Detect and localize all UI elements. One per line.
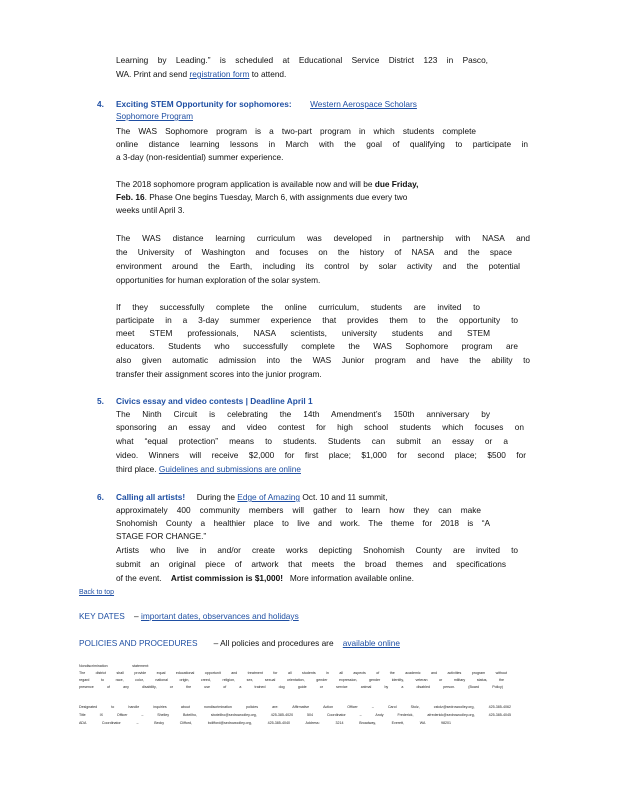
policies-label: POLICIES AND PROCEDURES xyxy=(79,638,198,648)
footer-line: The district shall provide equal educational opportunit and treatment for all students in all aspects of the academic and activities program without xyxy=(79,671,507,675)
item-5-title: Civics essay and video contests | Deadline April 1 xyxy=(116,396,313,406)
artist-commission: Artist commission is $1,000! xyxy=(170,573,283,583)
item-6-line: submit an original piece of artwork that meets the broad themes and specifications xyxy=(116,559,506,569)
intro-line-2: WA. Print and send registration form to attend. xyxy=(116,69,287,79)
item-4-p4-line: If they successfully complete the online curriculum, students are invited to xyxy=(116,302,480,312)
item-6-line: approximately 400 community members will gather to learn how they can make xyxy=(116,505,481,515)
item-4-p3-line: environment around the Earth, including its control by solar activity and the potential xyxy=(116,261,520,271)
item-4-p4-line: meet STEM professionals, NASA scientists, university students and STEM xyxy=(116,328,490,338)
back-to-top-link[interactable]: Back to top xyxy=(79,589,115,596)
item-4-p1-line: a 3-day (non-residential) summer experience. xyxy=(116,152,284,162)
footer-line: Title IX Officer – Shelley Boteilho, sboteilho@sedrowoolley.org, 425-385-4020 504 Coordinator – Andy Frederick, afrederick@sedrowoolley.org, 425-385-4045 xyxy=(79,713,511,717)
registration-form-link[interactable]: registration form xyxy=(189,69,250,79)
intro-line-1: Learning by Leading.” is scheduled at Educational Service District 123 in Pasco, xyxy=(116,55,488,65)
item-4-p4-line: educators. Students who successfully complete the WAS Sophomore program are xyxy=(116,341,518,351)
footer-line: presence of any disability, or the use of a trained dog guide or service animal by a disabled person. (Board Policy) xyxy=(79,685,503,689)
item-5-number: 5. xyxy=(97,396,104,406)
item-6-line: STAGE FOR CHANGE.” xyxy=(116,531,207,541)
item-5-line: what “equal protection” means to students. Students can submit an essay or a xyxy=(116,436,508,446)
item-5-line: The Ninth Circuit is celebrating the 14th Amendment’s 150th anniversary by xyxy=(116,409,490,419)
item-4-p1-line: online distance learning lessons in March with the goal of qualifying to participate in xyxy=(116,139,528,149)
footer-line: regard to race, color, national origin, creed, religion, sex, sexual orientation, gender expression, gender identity, veteran or military status, the xyxy=(79,678,504,682)
footer-line: Designated to handle inquiries about nondiscrimination policies are: Affirmative Action Officer – Carol Stolz, cstolz@sedrowoolley.org, 425-385-4062 xyxy=(79,705,511,709)
due-date: due Friday, xyxy=(374,179,419,189)
guidelines-link[interactable]: Guidelines and submissions are online xyxy=(158,464,301,474)
item-4-p2-line: Feb. 16. Phase One begins Tuesday, March 6, with assignments due every two xyxy=(116,192,408,202)
item-5-line: video. Winners will receive $2,000 for first place; $1,000 for second place; $500 for xyxy=(116,450,526,460)
item-5-line: third place. Guidelines and submissions are online xyxy=(116,464,301,474)
item-6-title: Calling all artists! xyxy=(116,492,186,502)
item-4-p3-line: The WAS distance learning curriculum was developed in partnership with NASA and xyxy=(116,233,530,243)
western-aerospace-link[interactable]: Western Aerospace Scholars xyxy=(310,99,417,109)
key-dates-label: KEY DATES xyxy=(79,611,125,621)
item-4-p4-line: participate in a 3-day summer experience that provides them to the opportunity to xyxy=(116,315,518,325)
policies-online-link[interactable]: available online xyxy=(342,638,400,648)
edge-of-amazing-link[interactable]: Edge of Amazing xyxy=(237,492,301,502)
item-4-p1-line: The WAS Sophomore program is a two-part program in which students complete xyxy=(116,126,476,136)
item-4-p4-line: transfer their assignment scores into the junior program. xyxy=(116,369,322,379)
item-6-line: Snohomish County a healthier place to live and work. The theme for 2018 is “A xyxy=(116,518,490,528)
item-4-number: 4. xyxy=(97,99,104,109)
footer-line: ADA Coordinator – Becky Clifford, bclifford@sedrowoolley.org, 425-385-4040 Address: 3214 Broadway, Everett, WA 98201 xyxy=(79,721,451,725)
item-6-number: 6. xyxy=(97,492,104,502)
important-dates-link[interactable]: important dates, observances and holidays xyxy=(140,611,299,621)
item-6-title-line: Calling all artists! During the Edge of Amazing Oct. 10 and 11 summit, xyxy=(116,492,388,502)
item-4-p2-line: weeks until April 3. xyxy=(116,205,185,215)
policies-line: POLICIES AND PROCEDURES – All policies and procedures are available online xyxy=(79,638,400,648)
item-6-line: Artists who live in and/or create works depicting Snohomish County are invited to xyxy=(116,545,518,555)
item-4-p4-line: also given automatic admission into the WAS Junior program and have the ability to xyxy=(116,355,530,365)
sophomore-program-link[interactable]: Sophomore Program xyxy=(116,111,194,121)
key-dates-line: KEY DATES – important dates, observances and holidays xyxy=(79,611,299,621)
item-5-line: sponsoring an essay and video contest for high school students which focuses on xyxy=(116,422,524,432)
footer-heading: Nondiscrimination statement: xyxy=(79,664,149,668)
item-4-p3-line: opportunities for human exploration of the solar system. xyxy=(116,275,321,285)
item-4-p3-line: the University of Washington and focuses on the history of NASA and the space xyxy=(116,247,512,257)
item-4-title: Exciting STEM Opportunity for sophomores: Western Aerospace Scholars xyxy=(116,99,417,109)
item-6-line: of the event. Artist commission is $1,000! More information available online. xyxy=(116,573,414,583)
item-4-p2-line: The 2018 sophomore program application is available now and will be due Friday, xyxy=(116,179,419,189)
